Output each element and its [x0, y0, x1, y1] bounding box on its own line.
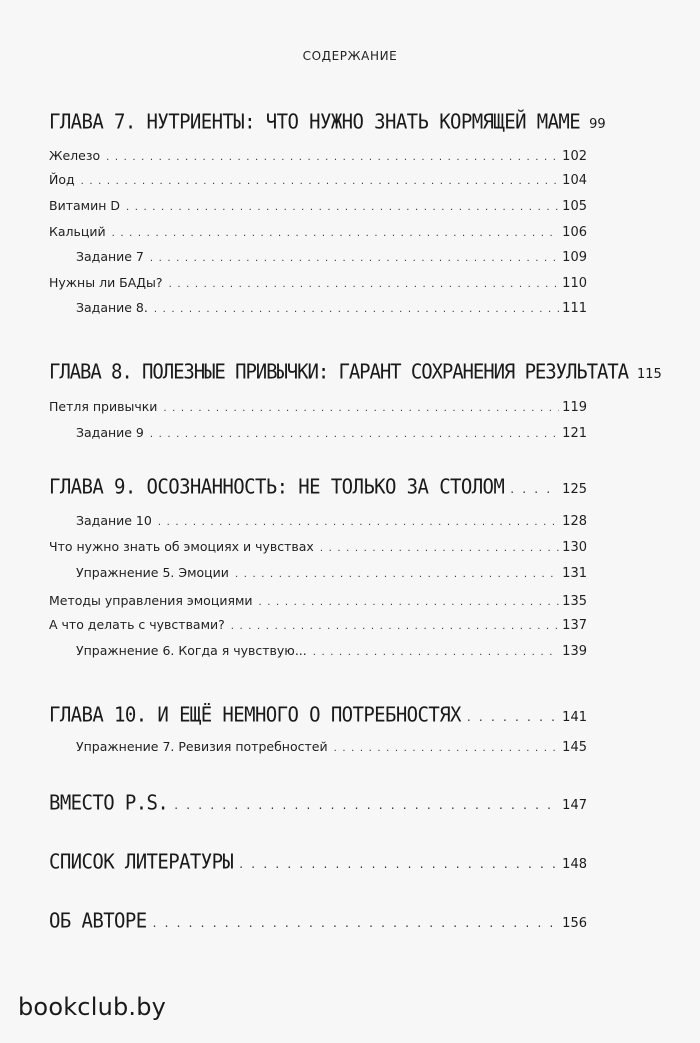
toc-page-number: 128: [562, 514, 587, 529]
toc-entry[interactable]: [76, 247, 587, 267]
toc-entry-title: Петля привычки: [49, 399, 158, 414]
toc-entry-title: Задание 9: [76, 425, 144, 440]
toc-chapter-9[interactable]: [49, 474, 587, 500]
toc-page-number: 148: [562, 857, 587, 872]
toc-page-number: 131: [562, 566, 587, 581]
dot-leader: [81, 172, 560, 192]
dot-leader: [106, 148, 559, 168]
toc-chapter-title: ГЛАВА 9. ОСОЗНАННОСТЬ: НЕ ТОЛЬКО ЗА СТОЛОМ: [49, 475, 505, 499]
dot-leader: [154, 300, 559, 320]
dot-leader: [239, 851, 559, 877]
toc-entry-title: Методы управления эмоциями: [49, 593, 253, 608]
toc-entry[interactable]: [49, 537, 587, 557]
toc-entry-title: Кальций: [49, 224, 106, 239]
toc-chapter-8[interactable]: [49, 359, 662, 385]
toc-page-number: 109: [562, 250, 587, 265]
toc-chapter-title: ВМЕСТО P.S.: [49, 791, 169, 815]
toc-chapter-title: ГЛАВА 7. НУТРИЕНТЫ: ЧТО НУЖНО ЗНАТЬ КОРМЯЩЕЙ МАМЕ: [49, 110, 581, 134]
toc-page-number: 141: [562, 710, 587, 725]
toc-page-number: 125: [562, 482, 587, 497]
dot-leader: [313, 643, 559, 663]
toc-entry[interactable]: [49, 615, 587, 635]
toc-page-number: 135: [562, 594, 587, 609]
toc-entry[interactable]: [76, 641, 587, 661]
toc-entry[interactable]: [49, 196, 587, 216]
toc-entry-title: Йод: [49, 172, 75, 187]
dot-leader: [174, 792, 559, 818]
dot-leader: [150, 425, 559, 445]
toc-entry-title: Упражнение 5. Эмоции: [76, 565, 229, 580]
toc-page-number: 115: [636, 367, 662, 382]
dot-leader: [158, 513, 559, 533]
toc-page-number: 102: [562, 149, 587, 164]
toc-entry-title: Упражнение 6. Когда я чувствую...: [76, 643, 307, 658]
toc-page-number: 121: [562, 426, 587, 441]
toc-entry[interactable]: [76, 423, 587, 443]
dot-leader: [126, 198, 559, 218]
dot-leader: [231, 617, 559, 637]
toc-entry[interactable]: [49, 222, 587, 242]
toc-entry-title: А что делать с чувствами?: [49, 617, 225, 632]
toc-entry-title: Задание 10: [76, 513, 152, 528]
toc-entry-title: Упражнение 7. Ревизия потребностей: [76, 739, 328, 754]
toc-page-number: 145: [562, 740, 587, 755]
toc-entry[interactable]: [76, 737, 587, 757]
dot-leader: [235, 565, 559, 585]
toc-chapter-title: ОБ АВТОРЕ: [49, 909, 147, 933]
toc-entry-title: Задание 7: [76, 249, 144, 264]
dot-leader: [510, 476, 559, 502]
toc-entry-title: Железо: [49, 148, 101, 163]
toc-page-number: 110: [562, 276, 587, 291]
toc-page-number: 105: [562, 199, 587, 214]
toc-page-number: 139: [562, 644, 587, 659]
toc-entry-title: Нужны ли БАДы?: [49, 275, 163, 290]
toc-chapter-10[interactable]: [49, 702, 587, 728]
toc-entry-title: Витамин D: [49, 198, 120, 213]
toc-entry[interactable]: [49, 273, 587, 293]
toc-page-number: 130: [562, 540, 587, 555]
toc-chapter-title: СПИСОК ЛИТЕРАТУРЫ: [49, 850, 234, 874]
dot-leader: [163, 399, 559, 419]
dot-leader: [320, 539, 559, 559]
toc-page-number: 106: [562, 225, 587, 240]
toc-entry[interactable]: [76, 298, 587, 318]
toc-page-number: 99: [589, 117, 606, 132]
toc-bibliography[interactable]: [49, 849, 587, 875]
watermark: bookclub.by: [18, 993, 167, 1021]
dot-leader: [334, 739, 560, 759]
page-title: СОДЕРЖАНИЕ: [302, 49, 398, 63]
toc-entry-title: Что нужно знать об эмоциях и чувствах: [49, 539, 314, 554]
toc-chapter-title: ГЛАВА 10. И ЕЩЁ НЕМНОГО О ПОТРЕБНОСТЯХ: [49, 703, 461, 727]
toc-page-number: 147: [562, 798, 587, 813]
toc-entry[interactable]: [49, 591, 587, 611]
toc-page-number: 156: [562, 916, 587, 931]
toc-entry[interactable]: [76, 511, 587, 531]
dot-leader: [150, 249, 559, 269]
toc-chapter-title: ГЛАВА 8. ПОЛЕЗНЫЕ ПРИВЫЧКИ: ГАРАНТ СОХРАНЕНИЯ РЕЗУЛЬТАТА: [49, 360, 628, 384]
toc-chapter-7[interactable]: [49, 109, 606, 135]
dot-leader: [259, 593, 560, 613]
dot-leader: [112, 224, 560, 244]
dot-leader: [467, 704, 559, 730]
toc-entry[interactable]: [49, 170, 587, 190]
toc-entry[interactable]: [76, 563, 587, 583]
toc-about-author[interactable]: [49, 908, 587, 934]
toc-entry-title: Задание 8.: [76, 300, 148, 315]
toc-page-number: 137: [562, 618, 587, 633]
toc-page-number: 104: [562, 173, 587, 188]
toc-page-number: 119: [562, 400, 587, 415]
dot-leader: [169, 275, 560, 295]
dot-leader: [153, 910, 560, 936]
toc-ps[interactable]: [49, 790, 587, 816]
toc-entry[interactable]: [49, 146, 587, 166]
toc-page-number: 111: [562, 301, 587, 316]
toc-entry[interactable]: [49, 397, 587, 417]
